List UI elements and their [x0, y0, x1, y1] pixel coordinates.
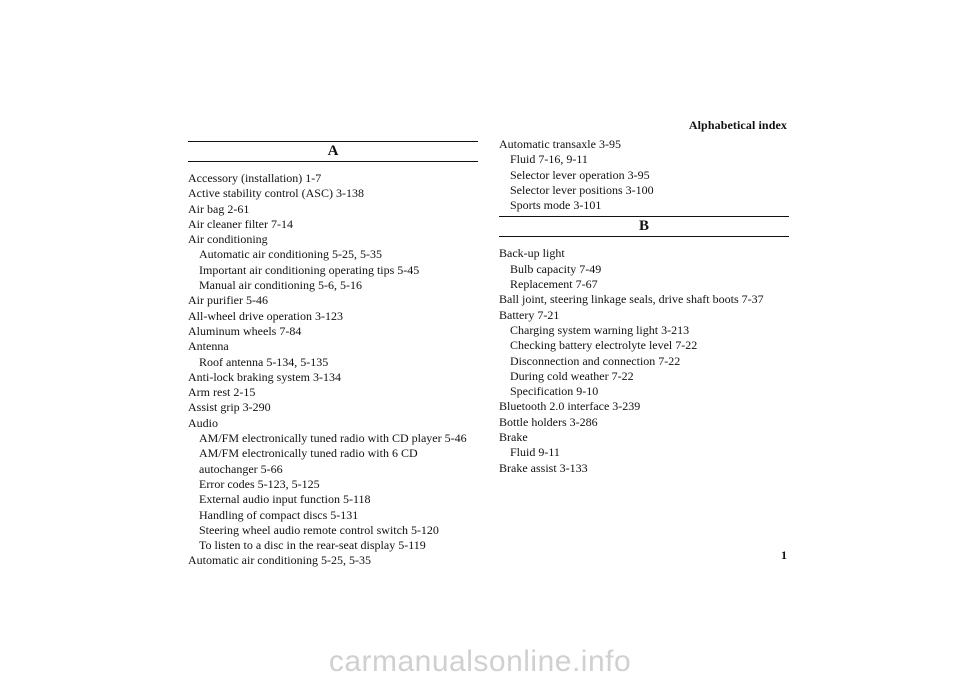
index-subentry: Error codes 5-123, 5-125: [199, 476, 320, 491]
index-entry: Automatic air conditioning 5-25, 5-35: [188, 553, 371, 568]
index-subentry: Selector lever operation 3-95: [510, 167, 650, 182]
index-subentry: Roof antenna 5-134, 5-135: [199, 354, 329, 369]
index-entry: Brake: [499, 430, 528, 445]
index-subentry: Disconnection and connection 7-22: [510, 353, 681, 368]
index-entry: Air cleaner filter 7-14: [188, 216, 293, 231]
index-entry: Brake assist 3-133: [499, 460, 588, 475]
index-entry: Back-up light: [499, 246, 565, 261]
index-entry: Antenna: [188, 339, 229, 354]
watermark: carmanualsonline.info: [328, 645, 632, 678]
index-entry: Ball joint, steering linkage seals, drive shaft boots 7-37: [499, 292, 764, 307]
index-entry: Active stability control (ASC) 3-138: [188, 186, 364, 201]
index-list-a: [188, 171, 478, 569]
index-subentry: AM/FM electronically tuned radio with 6 CD autochanger 5-66: [199, 446, 418, 476]
index-subentry: Sports mode 3-101: [510, 198, 602, 213]
index-subentry: External audio input function 5-118: [199, 492, 371, 507]
index-entry: Anti-lock braking system 3-134: [188, 369, 341, 384]
index-subentry: AM/FM electronically tuned radio with CD player 5-46: [199, 431, 467, 446]
index-column-left: [188, 141, 478, 569]
index-entry: Automatic transaxle 3-95: [499, 137, 621, 151]
index-subentry: Bulb capacity 7-49: [510, 261, 602, 276]
index-entry: Audio: [188, 415, 218, 430]
index-subentry: Manual air conditioning 5-6, 5-16: [199, 278, 362, 293]
section-heading-b: B: [499, 216, 789, 237]
index-subentry: Checking battery electrolyte level 7-22: [510, 338, 698, 353]
index-entry: All-wheel drive operation 3-123: [188, 308, 343, 323]
index-subentry: Automatic air conditioning 5-25, 5-35: [199, 247, 382, 262]
index-entry: Aluminum wheels 7-84: [188, 323, 302, 338]
index-list-b: [499, 246, 789, 475]
index-subentry: Steering wheel audio remote control switch 5-120: [199, 522, 439, 537]
index-entry: Accessory (installation) 1-7: [188, 171, 322, 185]
index-subentry: Selector lever positions 3-100: [510, 182, 654, 197]
index-subentry: Handling of compact discs 5-131: [199, 507, 359, 522]
index-entry: Air conditioning: [188, 232, 268, 247]
index-entry: Arm rest 2-15: [188, 385, 256, 400]
index-entry: Air bag 2-61: [188, 201, 250, 216]
index-subentry: Important air conditioning operating tips 5-45: [199, 262, 420, 277]
index-subentry: Charging system warning light 3-213: [510, 322, 690, 337]
index-subentry: Fluid 9-11: [510, 445, 560, 460]
page-number: 1: [781, 548, 787, 562]
index-subentry: During cold weather 7-22: [510, 368, 634, 383]
index-subentry: To listen to a disc in the rear-seat display 5-119: [199, 538, 426, 553]
index-entry: Air purifier 5-46: [188, 293, 268, 308]
index-subentry: Fluid 7-16, 9-11: [510, 152, 588, 167]
index-subentry: Replacement 7-67: [510, 277, 598, 292]
index-entry: Assist grip 3-290: [188, 400, 271, 415]
index-entry: Bottle holders 3-286: [499, 414, 598, 429]
section-heading-a: A: [188, 141, 478, 162]
index-subentry: Specification 9-10: [510, 384, 599, 399]
running-header: Alphabetical index: [688, 118, 787, 132]
index-column-right: [499, 137, 789, 476]
index-entry: Battery 7-21: [499, 307, 560, 322]
index-list-continued: [499, 137, 789, 213]
index-entry: Bluetooth 2.0 interface 3-239: [499, 399, 641, 414]
